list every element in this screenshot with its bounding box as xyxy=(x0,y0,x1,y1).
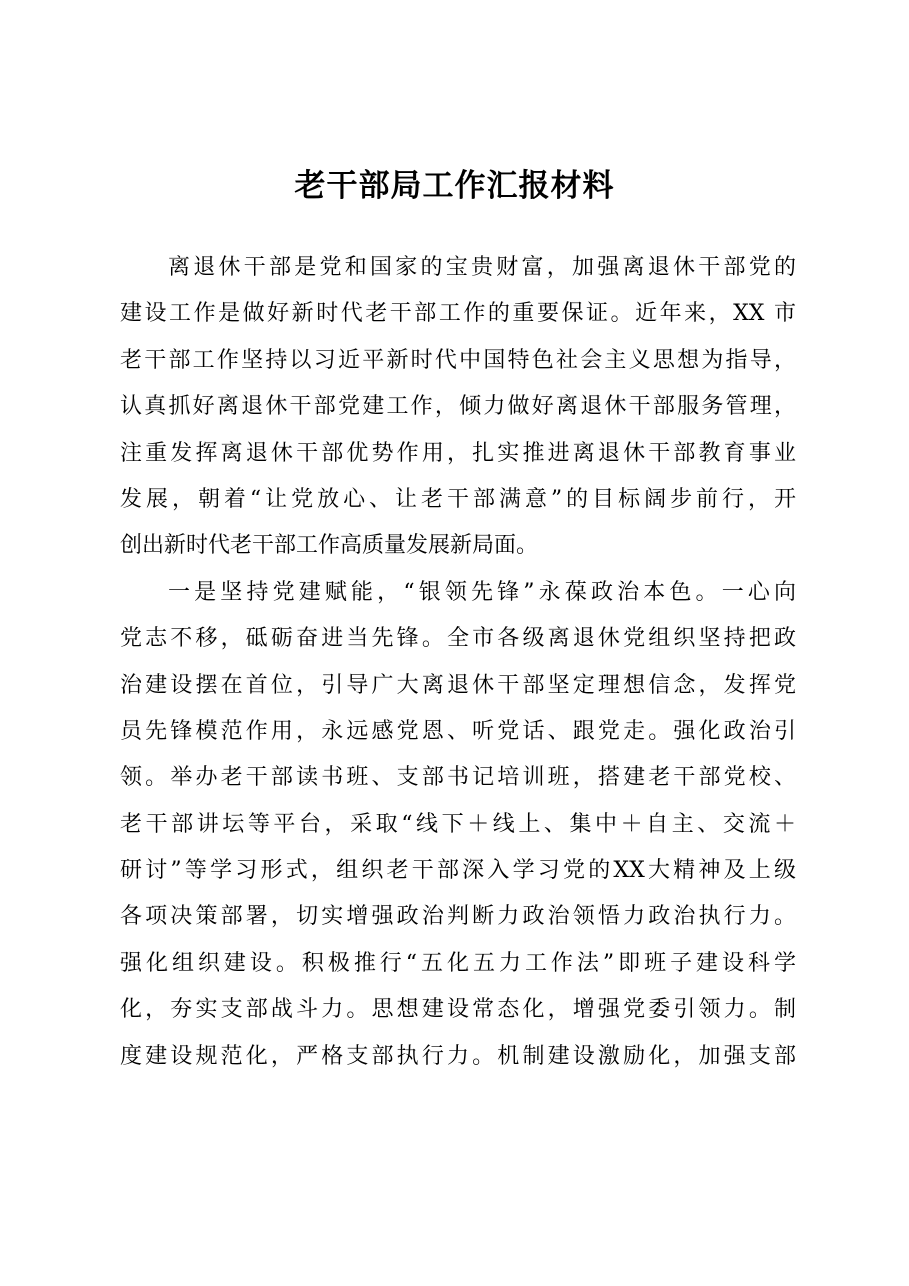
document-body xyxy=(120,245,796,1080)
paragraph-line: 研讨”等学习形式，组织老干部深入学习党的XX大精神及上级 xyxy=(120,858,796,884)
paragraph-line: 发展，朝着“让党放心、让老干部满意”的目标阔步前行，开 xyxy=(120,486,796,512)
paragraph-line: 老干部工作坚持以习近平新时代中国特色社会主义思想为指导， xyxy=(120,347,796,373)
paragraph-line: 化，夯实支部战斗力。思想建设常态化，增强党委引领力。制 xyxy=(120,997,796,1023)
paragraph-line: 创出新时代老干部工作高质量发展新局面。 xyxy=(120,533,539,559)
paragraph-line: 党志不移，砥砺奋进当先锋。全市各级离退休党组织坚持把政 xyxy=(120,626,796,652)
paragraph-line: 注重发挥离退休干部优势作用，扎实推进离退休干部教育事业 xyxy=(120,440,796,466)
paragraph-line: 员先锋模范作用，永远感党恩、听党话、跟党走。强化政治引 xyxy=(120,718,796,744)
paragraph-line: 一是坚持党建赋能，“银领先锋”永葆政治本色。一心向 xyxy=(168,579,796,605)
paragraph-party-building xyxy=(120,570,796,1080)
paragraph-line: 治建设摆在首位，引导广大离退休干部坚定理想信念，发挥党 xyxy=(120,672,796,698)
paragraph-line: 建设工作是做好新时代老干部工作的重要保证。近年来，XX 市 xyxy=(120,301,796,327)
paragraph-line: 各项决策部署，切实增强政治判断力政治领悟力政治执行力。 xyxy=(120,904,796,930)
paragraph-intro xyxy=(120,245,796,570)
paragraph-line: 老干部讲坛等平台，采取“线下＋线上、集中＋自主、交流＋ xyxy=(120,811,796,837)
paragraph-line: 离退休干部是党和国家的宝贵财富，加强离退休干部党的 xyxy=(168,255,796,280)
paragraph-line: 度建设规范化，严格支部执行力。机制建设激励化，加强支部 xyxy=(120,1043,796,1069)
paragraph-line: 强化组织建设。积极推行“五化五力工作法”即班子建设科学 xyxy=(120,950,796,976)
document-title: 老干部局工作汇报材料 xyxy=(294,168,615,204)
paragraph-line: 认真抓好离退休干部党建工作，倾力做好离退休干部服务管理， xyxy=(120,394,796,420)
paragraph-line: 领。举办老干部读书班、支部书记培训班，搭建老干部党校、 xyxy=(120,765,796,791)
